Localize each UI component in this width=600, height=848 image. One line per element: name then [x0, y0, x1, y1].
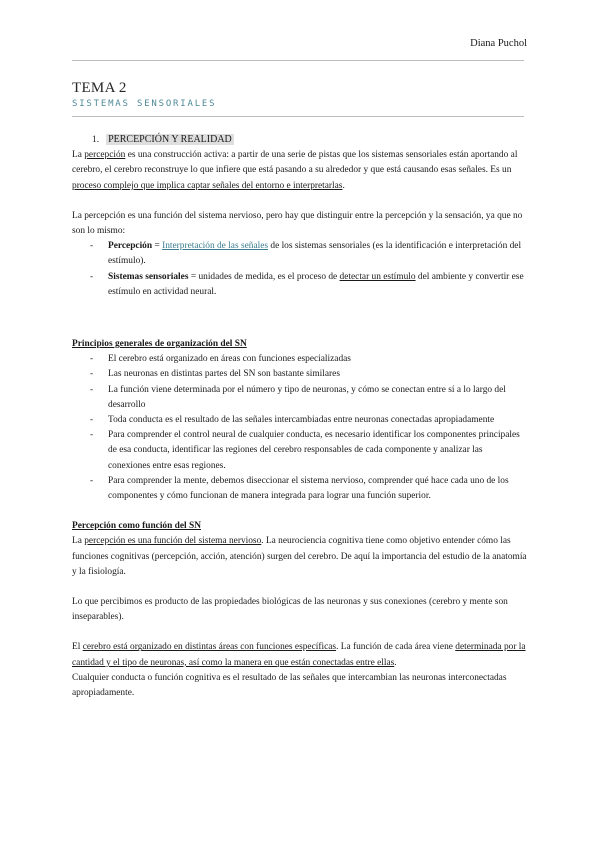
paragraph-conduct: Cualquier conducta o función cognitiva es el resultado de las señales que intercambian las neuronas interconectadas apropiadamente. [72, 672, 507, 699]
definition-link[interactable]: Interpretación de las señales [162, 241, 269, 252]
principles-list [72, 352, 527, 504]
text-run: . [342, 180, 345, 191]
text-run: La [72, 150, 85, 161]
page-subtitle: SISTEMAS SENSORIALES [72, 99, 217, 109]
list-item: - El cerebro está organizado en áreas con funciones especializadas [72, 352, 527, 367]
page-title: TEMA 2 [72, 80, 127, 96]
text-run: es una construcción activa: a partir de una serie de pistas que los sistemas sensoriales están aportando al cerebro, el cerebro reconstruye lo que infiere que está pasando a su alrededor y que está causando esas señales. Es un [72, 150, 518, 176]
spacer [72, 580, 527, 595]
spacer [72, 194, 527, 209]
function-heading: Percepción como función del SN [72, 521, 201, 532]
definition-sensory-systems [72, 270, 527, 300]
header-divider [72, 60, 524, 61]
spacer [72, 300, 527, 322]
text-run: . La neurociencia cognitiva tiene como objetivo entender cómo las funciones cognitivas (percepción, acción, atención) surgen del cerebro. De aquí la importancia del estudio de la anatomía y la fisiología. [72, 536, 527, 577]
section-number: 1. [92, 135, 100, 145]
underlined-phrase: detectar un estímulo [339, 271, 416, 282]
text-run: = unidades de medida, es el proceso de [188, 271, 340, 282]
term: Percepción [108, 241, 153, 252]
section-title: PERCEPCIÓN Y REALIDAD [108, 134, 232, 145]
spacer [72, 625, 527, 640]
underlined-term: percepción [84, 150, 126, 161]
list-item: - La función viene determinada por el número y tipo de neuronas, y cómo se conectan entre sí a lo largo del desarrollo [72, 383, 527, 413]
underlined-phrase: proceso complejo que implica captar señales del entorno e interpretarlas [72, 180, 343, 191]
text-run: . [394, 657, 397, 668]
underlined-phrase: cerebro está organizado en distintas áreas con funciones específicas [82, 642, 337, 653]
paragraph-brain-areas [72, 640, 527, 670]
text-run: de los sistemas sensoriales (es la identificación e interpretación del estímulo). [108, 241, 522, 267]
underlined-phrase: determinada por la cantidad y el tipo de neuronas, así como la manera en que están conectadas entre ellas [72, 642, 526, 668]
text-run: . La función de cada área viene [336, 642, 456, 653]
text-run: = [152, 241, 163, 252]
document-body [72, 132, 527, 701]
list-item: - Las neuronas en distintas partes del SN son bastante similares [72, 367, 527, 382]
underlined-phrase: percepción es una función del sistema nervioso [84, 536, 262, 547]
definition-list [72, 239, 527, 300]
list-item: - Para comprender la mente, debemos diseccionar el sistema nervioso, comprender qué hace cada uno de los componentes y cómo funcionan de manera integrada para lograr una función superior. [72, 474, 527, 504]
paragraph-function [72, 534, 527, 580]
term: Sistemas sensoriales [108, 271, 189, 282]
paragraph-perceived: Lo que percibimos es producto de las propiedades biológicas de las neuronas y sus conexiones (cerebro y mente son inseparables). [72, 597, 508, 623]
author-name: Diana Puchol [470, 38, 527, 49]
list-item: - Para comprender el control neural de cualquier conducta, es necesario identificar los componentes principales de esa conducta, identificar las regiones del cerebro responsables de cada componente y analizar las conexiones entre esas regiones. [72, 428, 527, 474]
spacer [72, 504, 527, 519]
text-run: La [72, 536, 85, 547]
list-item: - Toda conducta es el resultado de las señales intercambiadas entre neuronas conectadas apropiadamente [72, 413, 527, 428]
text-run: del ambiente y convertir ese estímulo en actividad neural. [108, 271, 524, 297]
definition-perception [72, 239, 527, 269]
principles-heading: Principios generales de organización del SN [72, 339, 247, 350]
text-run: El [72, 642, 83, 653]
title-divider [72, 116, 524, 117]
section-heading [92, 132, 527, 148]
spacer [72, 322, 527, 337]
paragraph-perception-intro [72, 148, 527, 194]
paragraph-distinction: La percepción es una función del sistema nervioso, pero hay que distinguir entre la percepción y la sensación, ya que no son lo mismo: [72, 210, 523, 237]
